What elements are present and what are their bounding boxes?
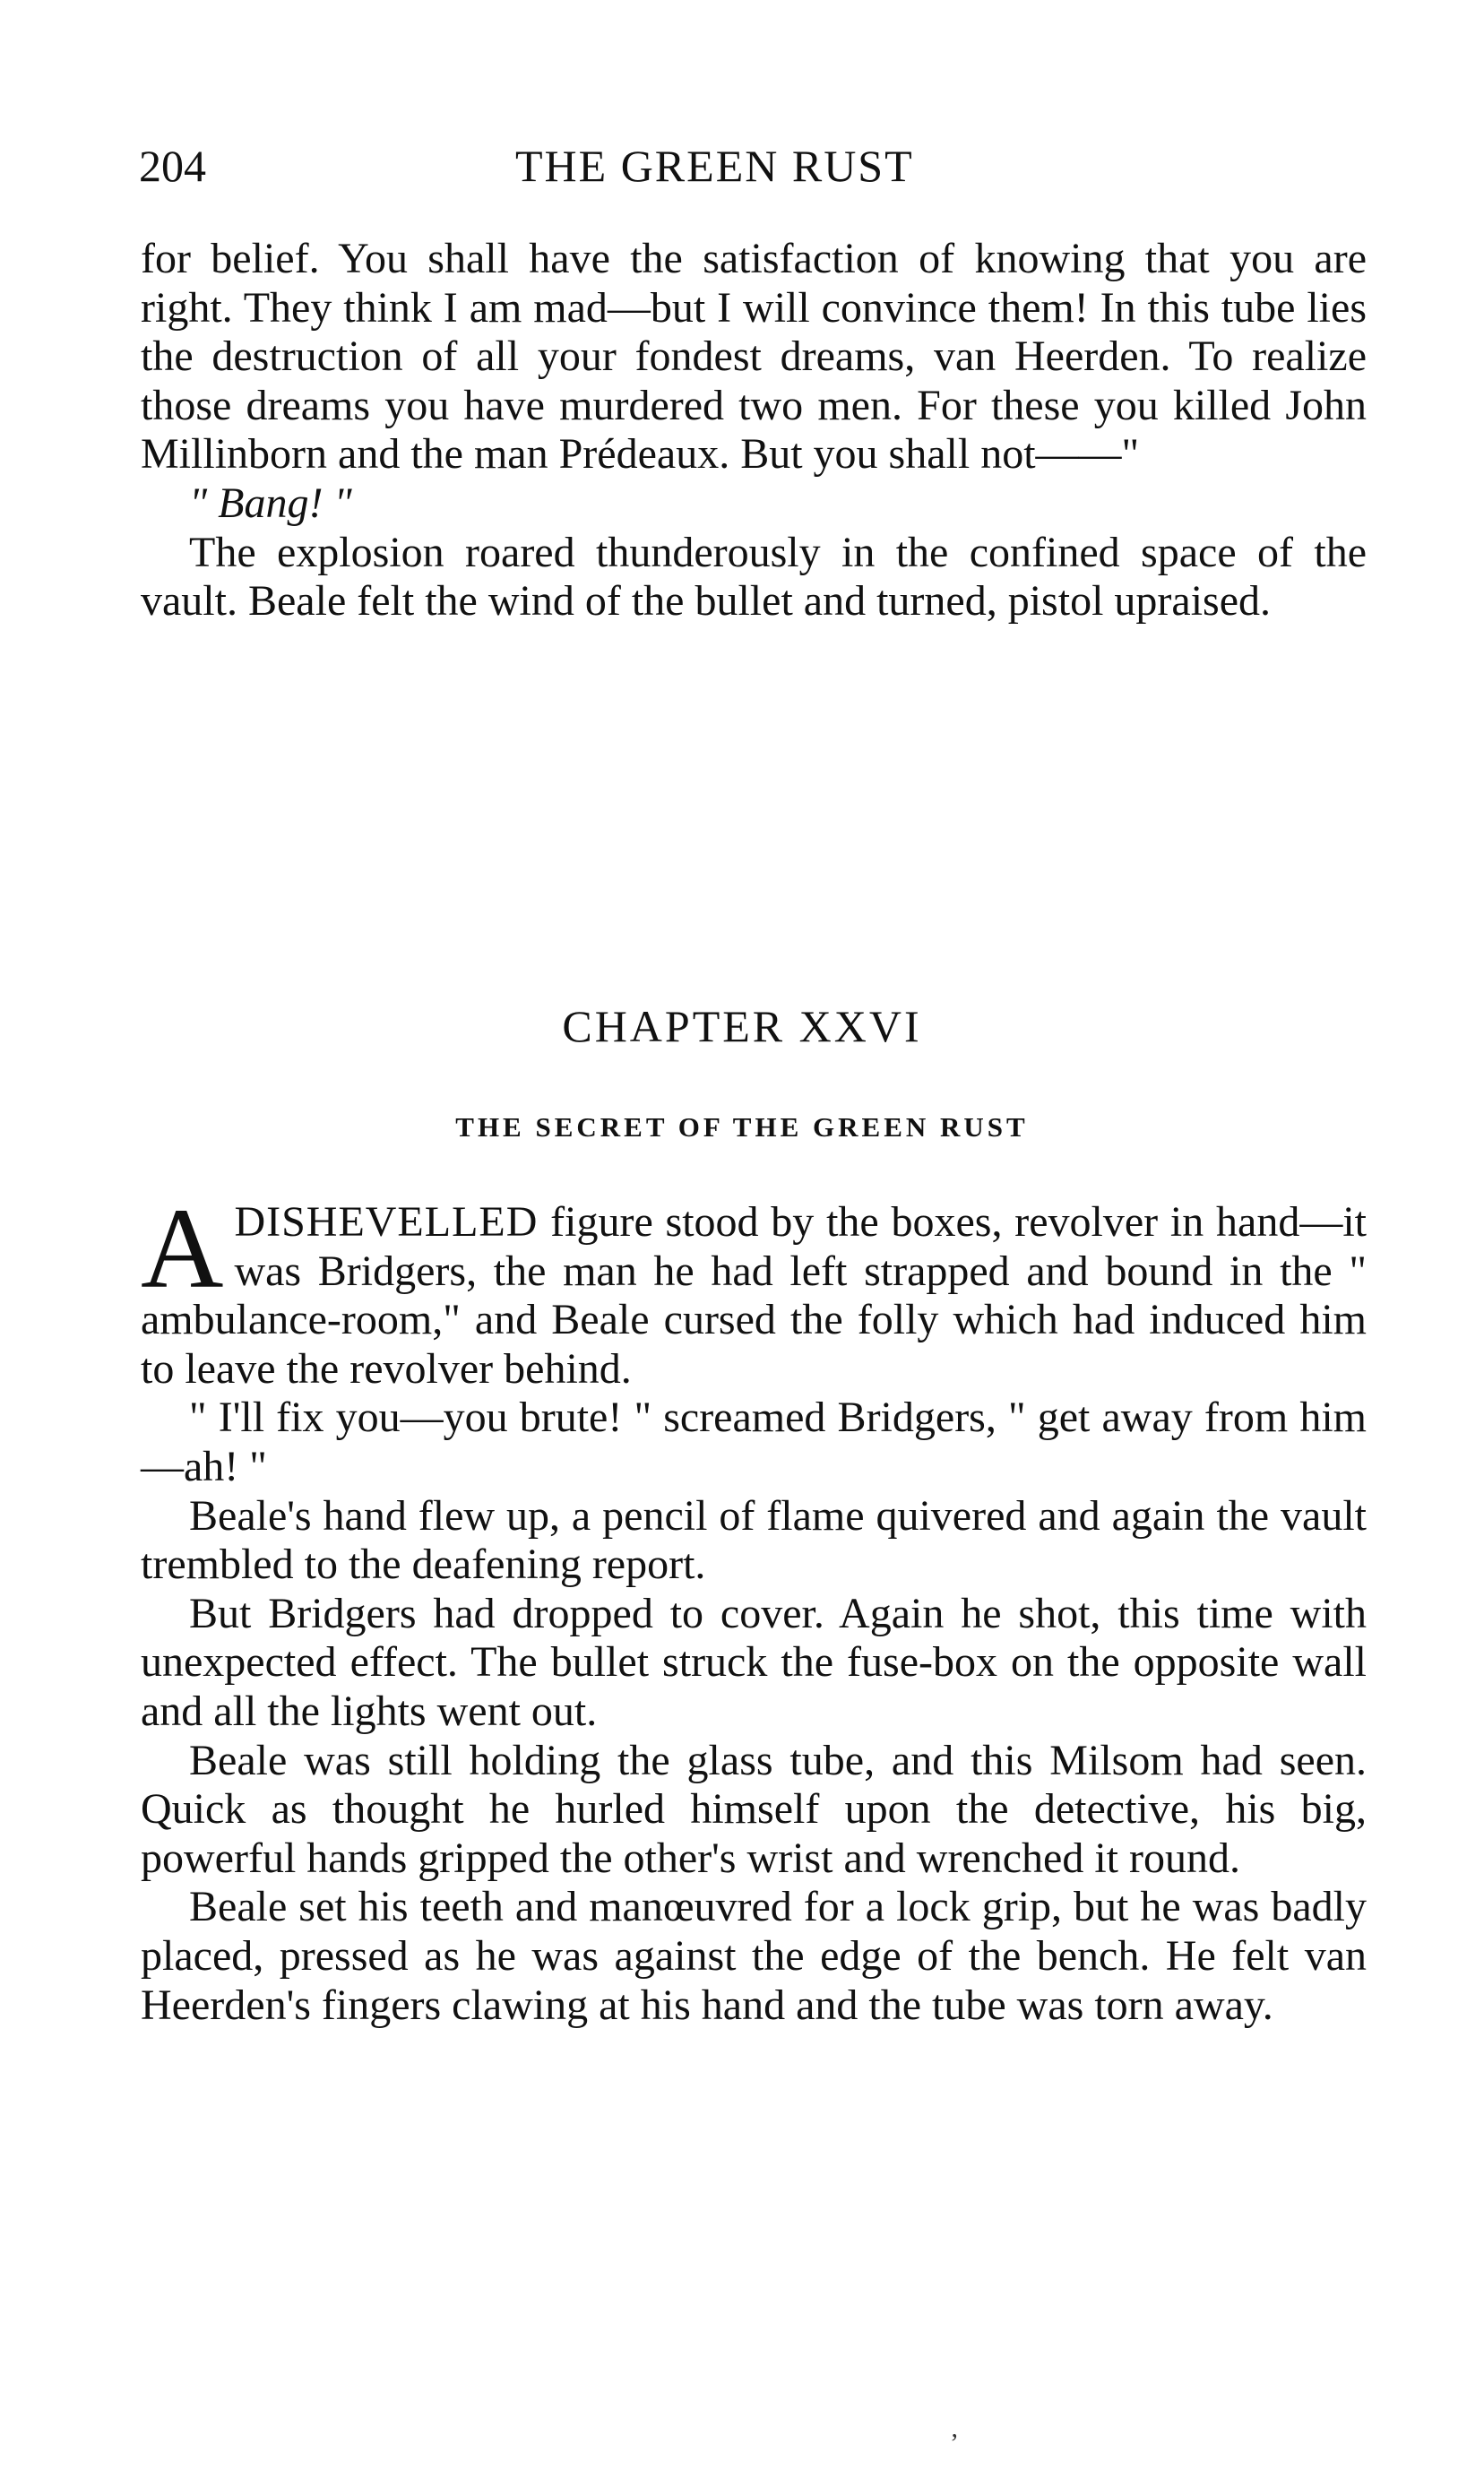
paragraph-exclamation: " Bang! " [189, 479, 352, 527]
paragraph: Beale was still holding the glass tube, and this Milsom had seen. Quick as thought he hurled himself upon the detective, his big, powerful hands gripped the other's wrist and wrenched it round. [141, 1736, 1367, 1882]
chapter-title: CHAPTER XXVI [562, 1001, 922, 1051]
paragraph: " I'll fix you—you brute! " screamed Bridgers, " get away from him—ah! " [141, 1394, 1367, 1490]
paragraph: for belief. You shall have the satisfaction of knowing that you are right. They think I am mad—but I will convince them! In this tube lies the destruction of all your fondest dreams, van Heerden. To realize those dreams you have murdered two men. For these you killed John Millinborn and the man Prédeaux. But you shall not——" [141, 235, 1367, 479]
drop-cap: A [141, 1185, 224, 1312]
chapter-body [141, 1185, 1367, 2030]
paragraph: But Bridgers had dropped to cover. Again he shot, this time with unexpected effect. The bullet struck the fuse-box on the opposite wall and all the lights went out. [141, 1589, 1367, 1735]
opening-paragraph [141, 1185, 1367, 1394]
previous-chapter-ending [141, 235, 1367, 626]
paragraph: Beale set his teeth and manœuvred for a lock grip, but he was badly placed, pressed as he was against the edge of the bench. He felt van Heerden's fingers clawing at his hand and the tube was torn away. [141, 1883, 1367, 2029]
printer-mark: ʼ [950, 2429, 959, 2458]
running-title: THE GREEN RUST [515, 141, 914, 191]
opening-caps: DISHEVELLED [234, 1198, 539, 1246]
chapter-subtitle: THE SECRET OF THE GREEN RUST [455, 1111, 1029, 1143]
page-number: 204 [139, 141, 206, 191]
opening-text: figure stood by the boxes, revolver in hand—it was Bridgers, the man he had left strapped and bound in the " ambulance-room," and Beale cursed the folly which had induced him to leave the revolver behind. [141, 1198, 1367, 1393]
paragraph: Beale's hand flew up, a pencil of flame quivered and again the vault trembled to the deafening report. [141, 1491, 1367, 1589]
paragraph: The explosion roared thunderously in the confined space of the vault. Beale felt the wind of the bullet and turned, pistol upraised. [141, 528, 1367, 626]
running-head [139, 134, 1367, 197]
